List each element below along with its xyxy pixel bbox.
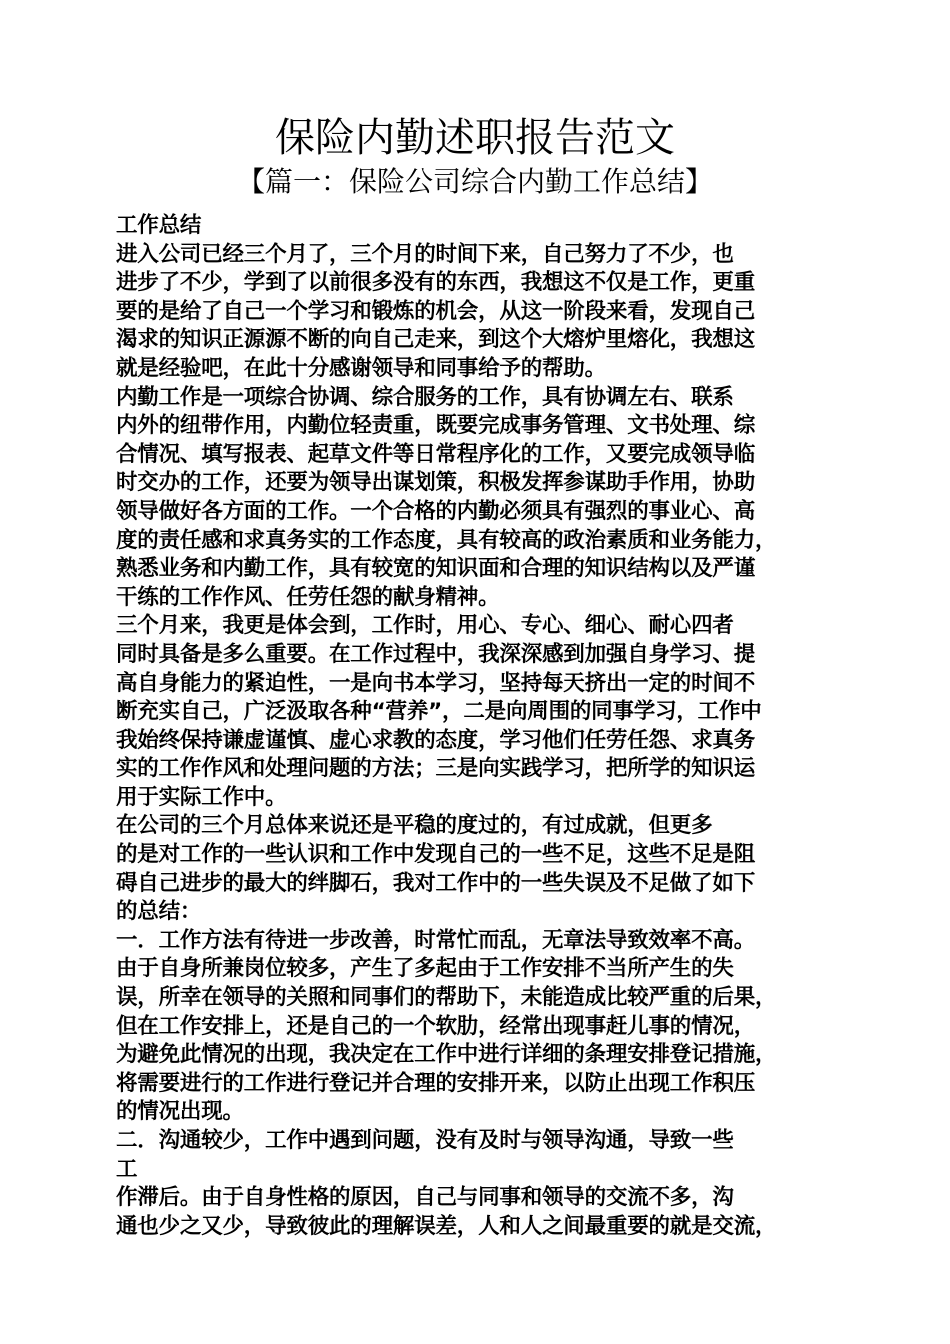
body-text-line: 三个月来，我更是体会到，工作时，用心、专心、细心、耐心四者: [116, 613, 734, 639]
body-text-line: 但在工作安排上，还是自己的一个软肋，经常出现事赶儿事的情况，: [116, 1013, 756, 1039]
document-body: [116, 212, 846, 1241]
document-title: 保险内勤述职报告范文: [275, 115, 675, 161]
body-text-line: 进入公司已经三个月了，三个月的时间下来，自己努力了不少，也: [116, 241, 734, 267]
body-text-line: 用于实际工作中。: [116, 784, 287, 810]
body-text-line: 一．工作方法有待进一步改善，时常忙而乱，无章法导致效率不高。: [116, 927, 756, 953]
document-subtitle: 【篇一：保险公司综合内勤工作总结】: [236, 165, 713, 198]
body-text-line: 由于自身所兼岗位较多，产生了多起由于工作安排不当所产生的失: [116, 956, 734, 982]
body-text-line: 的情况出现。: [116, 1099, 244, 1125]
body-text-line: 实的工作作风和处理问题的方法；三是向实践学习，把所学的知识运: [116, 756, 756, 782]
body-text-line: 干练的工作作风、任劳任怨的献身精神。: [116, 584, 500, 610]
body-text-line: 度的责任感和求真务实的工作态度，具有较高的政治素质和业务能力，: [116, 527, 777, 553]
body-text-line: 碍自己进步的最大的绊脚石，我对工作中的一些失误及不足做了如下: [116, 870, 756, 896]
body-text-line: 将需要进行的工作进行登记并合理的安排开来，以防止出现工作积压: [116, 1070, 756, 1096]
body-text-line: 要的是给了自己一个学习和锻炼的机会，从这一阶段来看，发现自己: [116, 298, 756, 324]
body-text-line: 我始终保持谦虚谨慎、虚心求教的态度，学习他们任劳任怨、求真务: [116, 727, 756, 753]
body-text-line: 渴求的知识正源源不断的向自己走来，到这个大熔炉里熔化，我想这: [116, 327, 756, 353]
body-text-line: 内外的纽带作用，内勤位轻责重，既要完成事务管理、文书处理、综: [116, 413, 756, 439]
body-text-line: 的总结：: [116, 899, 202, 925]
body-text-line: 在公司的三个月总体来说还是平稳的度过的，有过成就，但更多: [116, 813, 713, 839]
body-text-line: 工: [116, 1156, 138, 1182]
body-text-line: 误，所幸在领导的关照和同事们的帮助下，未能造成比较严重的后果，: [116, 985, 777, 1011]
body-text-line: 的是对工作的一些认识和工作中发现自己的一些不足，这些不足是阻: [116, 842, 756, 868]
body-text-line: 就是经验吧，在此十分感谢领导和同事给予的帮助。: [116, 355, 606, 381]
body-text-line: 高自身能力的紧迫性，一是向书本学习，坚持每天挤出一定的时间不: [116, 670, 756, 696]
body-text-line: 合情况、填写报表、起草文件等日常程序化的工作，又要完成领导临: [116, 441, 756, 467]
body-text-line: 同时具备是多么重要。在工作过程中，我深深感到加强自身学习、提: [116, 641, 756, 667]
body-text-line: 领导做好各方面的工作。一个合格的内勤必须具有强烈的事业心、高: [116, 498, 756, 524]
body-text-line: 进步了不少，学到了以前很多没有的东西，我想这不仅是工作，更重: [116, 270, 756, 296]
body-text-line: 工作总结: [116, 213, 202, 238]
body-text-line: 作滞后。由于自身性格的原因，自己与同事和领导的交流不多，沟: [116, 1185, 734, 1211]
body-text-line: 二．沟通较少，工作中遇到问题，没有及时与领导沟通，导致一些: [116, 1128, 734, 1153]
body-text-line: 内勤工作是一项综合协调、综合服务的工作，具有协调左右、联系: [116, 384, 734, 410]
body-text-line: 通也少之又少，导致彼此的理解误差，人和人之间最重要的就是交流，: [116, 1213, 777, 1239]
body-text-line: 为避免此情况的出现，我决定在工作中进行详细的条理安排登记措施，: [116, 1042, 777, 1068]
body-text-line: 断充实自己，广泛汲取各种“营养”，二是向周围的同事学习，工作中: [116, 699, 762, 725]
body-text-line: 熟悉业务和内勤工作，具有较宽的知识面和合理的知识结构以及严谨: [116, 556, 756, 582]
body-text-line: 时交办的工作，还要为领导出谋划策，积极发挥参谋助手作用，协助: [116, 470, 756, 496]
